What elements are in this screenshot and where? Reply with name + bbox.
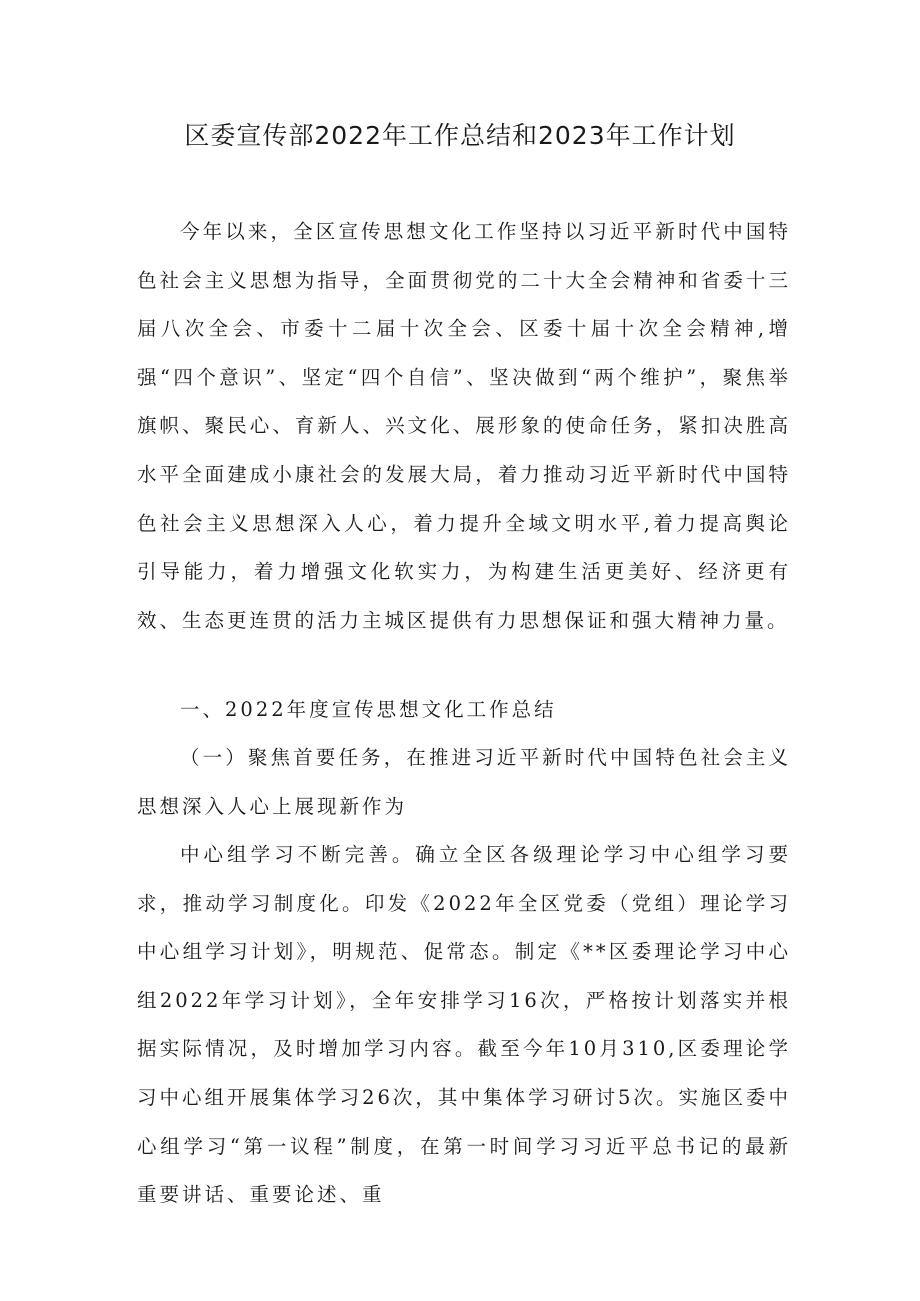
- section-heading: 一、2022年度宣传思想文化工作总结: [180, 698, 557, 721]
- body-paragraph: 中心组学习不断完善。确立全区各级理论学习中心组学习要求，推动学习制度化。印发《2022年全区党委（党组）理论学习中心组学习计划》，明规范、促常态。制定《**区委理论学习中心组2022年学习计划》，全年安排学习16次，严格按计划落实并根据实际情况，及时增加学习内容。截至今年10月310,区委理论学习中心组开展集体学习26次，其中集体学习研讨5次。实施区委中心组学习“第一议程”制度，在第一时间学习习近平总书记的最新重要讲话、重要论述、重: [137, 843, 791, 1207]
- intro-paragraph: 今年以来，全区宣传思想文化工作坚持以习近平新时代中国特色社会主义思想为指导，全面贯彻党的二十大全会精神和省委十三届八次全会、市委十二届十次全会、区委十届十次全会精神,增强“四个意识”、坚定“四个自信”、坚决做到“两个维护”，聚焦举旗帜、聚民心、育新人、兴文化、展形象的使命任务，紧扣决胜高水平全面建成小康社会的发展大局，着力推动习近平新时代中国特色社会主义思想深入人心，着力提升全域文明水平,着力提高舆论引导能力，着力增强文化软实力，为构建生活更美好、经济更有效、生态更连贯的活力主城区提供有力思想保证和强大精神力量。: [137, 220, 791, 632]
- subsection-heading: （一）聚焦首要任务，在推进习近平新时代中国特色社会主义思想深入人心上展现新作为: [137, 746, 791, 818]
- page-title: 区委宣传部2022年工作总结和2023年工作计划: [184, 121, 736, 150]
